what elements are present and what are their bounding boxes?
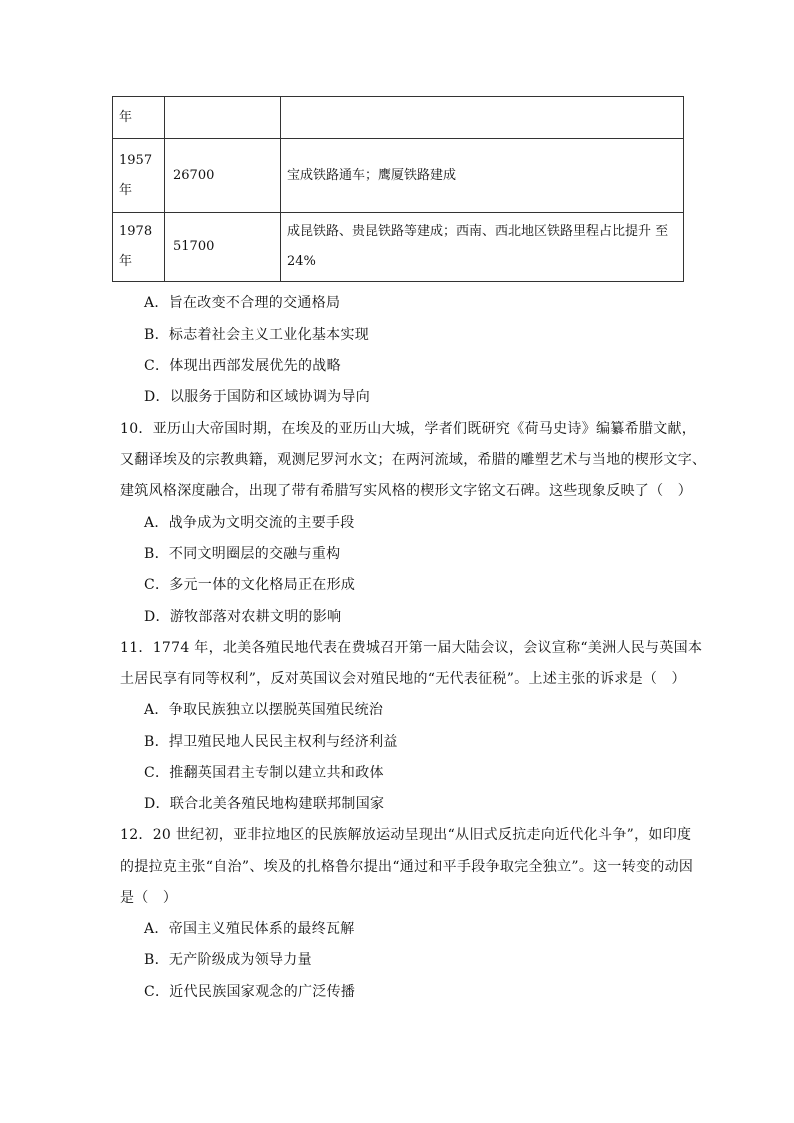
table-row xyxy=(113,97,684,139)
events-cell: 成昆铁路、贵昆铁路等建成；西南、西北地区铁路里程占比提升 至 24% xyxy=(281,213,684,282)
q9-option-d: D．以服务于国防和区域协调为导向 xyxy=(144,389,371,405)
q9-option-c: C．体现出西部发展优先的战略 xyxy=(144,358,341,374)
events-cell xyxy=(281,97,684,139)
railway-table xyxy=(112,96,684,282)
q11-stem-line: 土居民享有同等权利”，反对英国议会对殖民地的“无代表征税”。上述主张的诉求是（ ） xyxy=(120,671,686,687)
q11-option-a: A．争取民族独立以摆脱英国殖民统治 xyxy=(144,702,384,718)
q9-option-b: B．标志着社会主义工业化基本实现 xyxy=(144,327,370,343)
q11-option-d: D．联合北美各殖民地构建联邦制国家 xyxy=(144,796,385,812)
q12-option-a: A．帝国主义殖民体系的最终瓦解 xyxy=(144,921,355,937)
q10-option-c: C．多元一体的文化格局正在形成 xyxy=(144,577,356,593)
q12-option-c: C．近代民族国家观念的广泛传播 xyxy=(144,984,356,1000)
table-row xyxy=(113,213,684,282)
events-cell: 宝成铁路通车；鹰厦铁路建成 xyxy=(281,139,684,213)
mileage-cell: 26700 xyxy=(165,139,281,213)
q10-stem-line: 建筑风格深度融合，出现了带有希腊写实风格的楔形文字铭文石碑。这些现象反映了（ ） xyxy=(120,483,692,499)
year-cell: 1957 年 xyxy=(113,139,165,213)
q9-option-a: A．旨在改变不合理的交通格局 xyxy=(144,295,341,311)
q12-stem-line: 是（ ） xyxy=(120,890,178,906)
table-row xyxy=(113,139,684,213)
year-cell: 年 xyxy=(113,97,165,139)
q10-stem-line: 10．亚历山大帝国时期，在埃及的亚历山大城，学者们既研究《荷马史诗》编纂希腊文献， xyxy=(120,421,697,437)
mileage-cell: 51700 xyxy=(165,213,281,282)
q10-option-a: A．战争成为文明交流的主要手段 xyxy=(144,515,355,531)
q12-option-b: B．无产阶级成为领导力量 xyxy=(144,952,312,968)
q11-option-c: C．推翻英国君主专制以建立共和政体 xyxy=(144,765,384,781)
q12-stem-line: 的提拉克主张“自治”、埃及的扎格鲁尔提出“通过和平手段争取完全独立”。这一转变的动因 xyxy=(120,859,694,875)
q12-stem-line: 12．20 世纪初，亚非拉地区的民族解放运动呈现出“从旧式反抗走向近代化斗争”，如印度 xyxy=(120,827,692,843)
q10-option-d: D．游牧部落对农耕文明的影响 xyxy=(144,609,342,625)
q10-stem-line: 又翻译埃及的宗教典籍，观测尼罗河水文；在两河流域，希腊的雕塑艺术与当地的楔形文字、 xyxy=(120,452,707,468)
year-cell: 1978 年 xyxy=(113,213,165,282)
mileage-cell xyxy=(165,97,281,139)
q10-option-b: B．不同文明圈层的交融与重构 xyxy=(144,546,341,562)
q11-stem-line: 11．1774 年，北美各殖民地代表在费城召开第一届大陆会议，会议宣称“美洲人民与英国本 xyxy=(120,640,703,656)
q11-option-b: B．捍卫殖民地人民民主权利与经济利益 xyxy=(144,734,398,750)
